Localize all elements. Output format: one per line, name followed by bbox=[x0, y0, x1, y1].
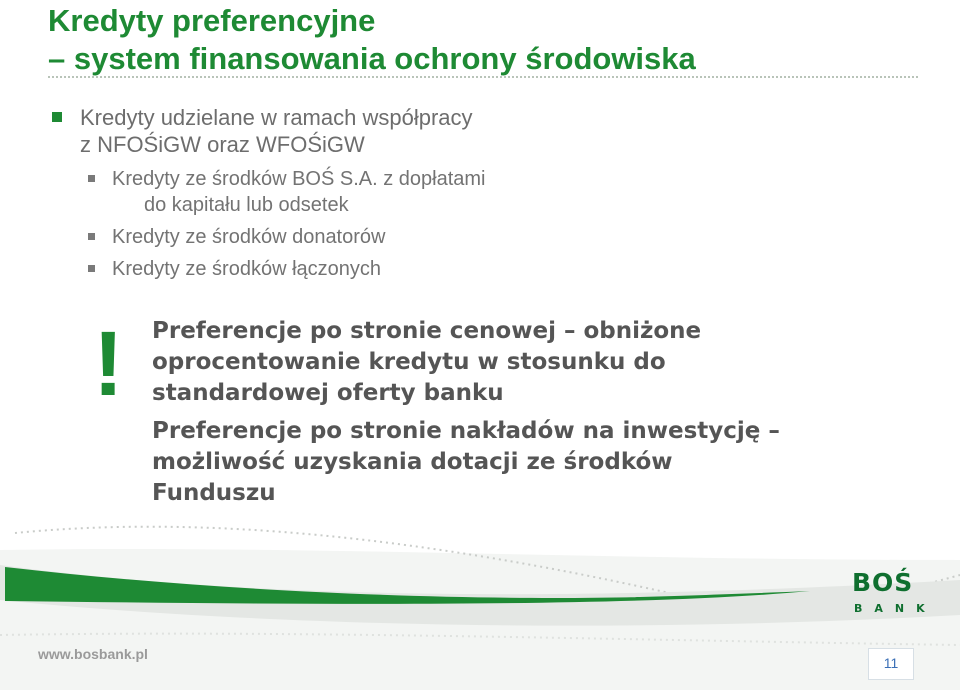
bos-bank-logo bbox=[852, 568, 937, 624]
logo-bank-text: BANK bbox=[854, 602, 937, 615]
square-bullet-icon bbox=[88, 175, 95, 182]
preference-line: Funduszu bbox=[152, 480, 276, 506]
preference-line: oprocentowanie kredytu w stosunku do bbox=[152, 349, 666, 375]
square-bullet-icon bbox=[88, 265, 95, 272]
preference-paragraph bbox=[152, 316, 912, 409]
slide-title-line-1: Kredyty preferencyjne bbox=[48, 3, 376, 38]
preference-line: Preferencje po stronie nakładów na inwestycję – bbox=[152, 418, 780, 444]
preference-line: możliwość uzyskania dotacji ze środków bbox=[152, 449, 673, 475]
sub-bullet bbox=[88, 166, 648, 218]
footer-url[interactable]: www.bosbank.pl bbox=[38, 646, 148, 662]
main-bullet-line-2: z NFOŚiGW oraz WFOŚiGW bbox=[80, 132, 365, 157]
page-number: 11 bbox=[883, 655, 899, 671]
exclamation-icon: ! bbox=[93, 313, 124, 415]
sub-bullet-line-2: do kapitału lub odsetek bbox=[144, 194, 349, 216]
preference-paragraph bbox=[152, 416, 912, 509]
sub-bullet-line-1: Kredyty ze środków łączonych bbox=[112, 258, 382, 280]
sub-bullet-line-1: Kredyty ze środków BOŚ S.A. z dopłatami bbox=[112, 168, 486, 190]
sub-bullet bbox=[88, 224, 648, 250]
square-bullet-icon bbox=[88, 233, 95, 240]
main-bullet bbox=[52, 104, 672, 158]
decorative-wave-background bbox=[0, 505, 960, 690]
slide-title-line-2: – system finansowania ochrony środowiska bbox=[48, 41, 696, 76]
title-divider bbox=[48, 76, 918, 78]
page-number-box bbox=[868, 648, 914, 680]
sub-bullet-line-1: Kredyty ze środków donatorów bbox=[112, 226, 386, 248]
preference-line: standardowej oferty banku bbox=[152, 380, 504, 406]
slide-title bbox=[48, 2, 696, 78]
preference-line: Preferencje po stronie cenowej – obniżone bbox=[152, 318, 702, 344]
logo-bos-text: BOŚ bbox=[852, 568, 914, 597]
main-bullet-line-1: Kredyty udzielane w ramach współpracy bbox=[80, 105, 473, 130]
sub-bullet bbox=[88, 256, 648, 282]
square-bullet-icon bbox=[52, 112, 62, 122]
